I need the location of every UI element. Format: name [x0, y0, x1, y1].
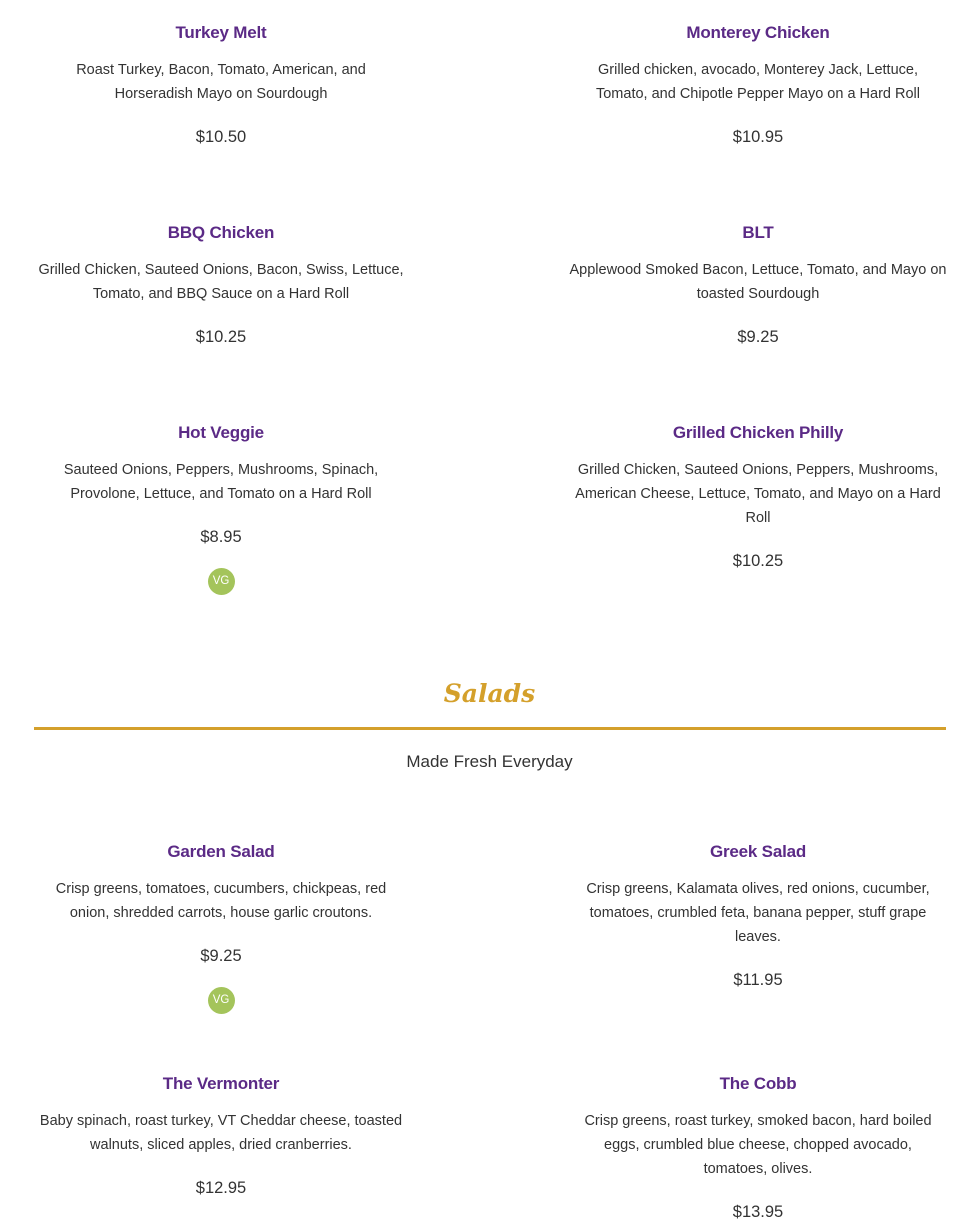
- menu-item-price: $9.25: [737, 328, 779, 346]
- menu-item-price: $11.95: [733, 971, 783, 989]
- menu-item-monterey-chicken: [558, 22, 958, 148]
- vegetarian-badge-icon: VG: [208, 568, 235, 595]
- menu-item-name: Hot Veggie: [178, 423, 264, 442]
- menu-item-name: Monterey Chicken: [686, 23, 830, 42]
- menu-item-price: $10.95: [732, 128, 784, 146]
- menu-item-price: $13.95: [732, 1203, 784, 1221]
- menu-item-description: Grilled chicken, avocado, Monterey Jack, Lettuce, Tomato, and Chipotle Pepper Mayo on a Hard Roll: [595, 62, 920, 102]
- menu-item-description: Crisp greens, roast turkey, smoked bacon, hard boiled eggs, crumbled blue cheese, chopped avocado, tomatoes, olives.: [584, 1113, 932, 1177]
- menu-item-price: $10.50: [195, 128, 247, 146]
- menu-item-name: Garden Salad: [167, 842, 275, 861]
- menu-item-description: Grilled Chicken, Sauteed Onions, Peppers, Mushrooms, American Cheese, Lettuce, Tomato, and Mayo on a Hard Roll: [575, 462, 941, 526]
- menu-item-the-vermonter: [21, 1073, 421, 1199]
- menu-item-name: Grilled Chicken Philly: [672, 423, 844, 442]
- menu-item-name: The Vermonter: [162, 1074, 280, 1093]
- menu-item-the-cobb: [558, 1073, 958, 1223]
- menu-item-description: Grilled Chicken, Sauteed Onions, Bacon, Swiss, Lettuce, Tomato, and BBQ Sauce on a Hard Roll: [38, 262, 404, 302]
- menu-item-garden-salad: [21, 841, 421, 1014]
- menu-item-description: Sauteed Onions, Peppers, Mushrooms, Spinach, Provolone, Lettuce, and Tomato on a Hard Roll: [63, 462, 379, 502]
- vegetarian-badge-icon: VG: [208, 987, 235, 1014]
- menu-item-price: $10.25: [732, 552, 784, 570]
- menu-item-price: $9.25: [200, 947, 242, 965]
- section-divider: [34, 727, 946, 730]
- menu-item-description: Baby spinach, roast turkey, VT Cheddar cheese, toasted walnuts, sliced apples, dried cranberries.: [39, 1113, 403, 1153]
- menu-item-greek-salad: [558, 841, 958, 991]
- menu-item-price: $10.25: [195, 328, 247, 346]
- menu-item-description: Crisp greens, tomatoes, cucumbers, chickpeas, red onion, shredded carrots, house garlic croutons.: [55, 881, 387, 921]
- menu-item-grilled-chicken-philly: [558, 422, 958, 572]
- section-title-salads: Salads: [443, 679, 536, 708]
- menu-item-description: Applewood Smoked Bacon, Lettuce, Tomato, and Mayo on toasted Sourdough: [569, 262, 947, 302]
- menu-item-hot-veggie: [21, 422, 421, 595]
- menu-item-name: BBQ Chicken: [167, 223, 275, 242]
- menu-item-price: $8.95: [200, 528, 242, 546]
- menu-item-name: The Cobb: [719, 1074, 797, 1093]
- menu-item-name: BLT: [742, 223, 774, 242]
- section-subtitle: Made Fresh Everyday: [406, 752, 573, 771]
- menu-item-blt: [558, 222, 958, 348]
- menu-item-bbq-chicken: [21, 222, 421, 348]
- menu-item-price: $12.95: [195, 1179, 247, 1197]
- menu-item-turkey-melt: [21, 22, 421, 148]
- menu-item-name: Greek Salad: [709, 842, 807, 861]
- menu-item-description: Crisp greens, Kalamata olives, red onions, cucumber, tomatoes, crumbled feta, banana pepper, stuff grape leaves.: [586, 881, 930, 945]
- menu-item-name: Turkey Melt: [175, 23, 267, 42]
- menu-item-description: Roast Turkey, Bacon, Tomato, American, and Horseradish Mayo on Sourdough: [76, 62, 366, 102]
